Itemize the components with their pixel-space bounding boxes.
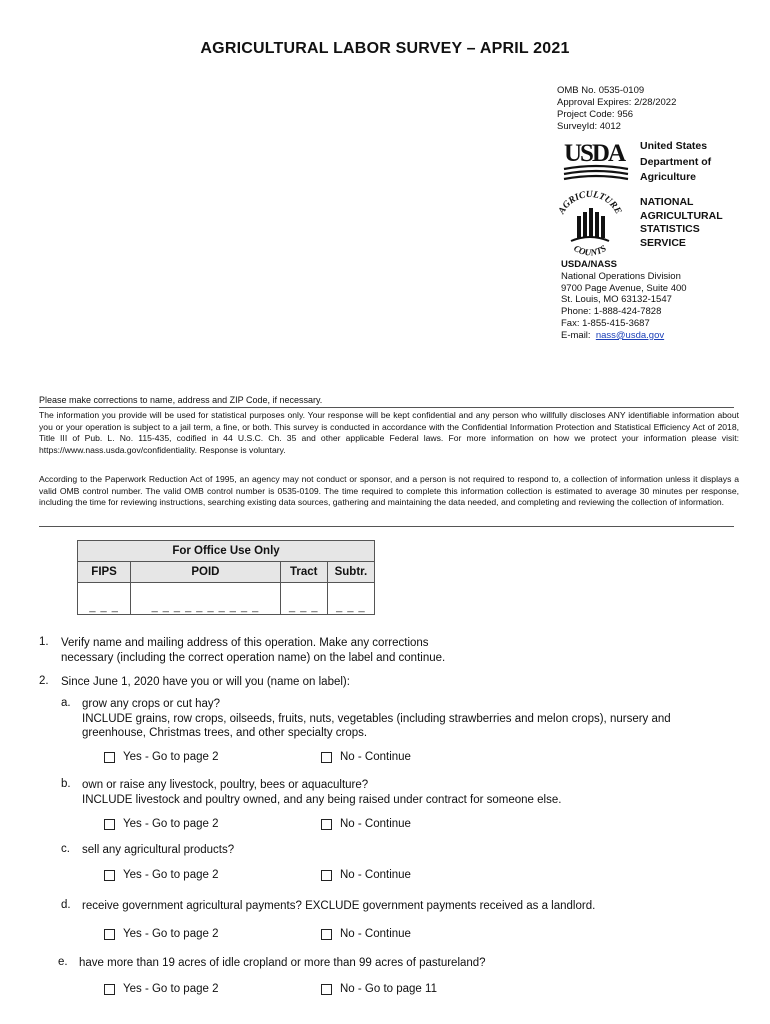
email-label: E-mail: — [561, 329, 596, 341]
q2a-yes-option[interactable] — [104, 751, 218, 763]
q2c-yes-label: Yes - Go to page 2 — [123, 869, 219, 881]
address-city: St. Louis, MO 63132-1547 — [561, 294, 672, 306]
q2e-line1: have more than 19 acres of idle cropland or more than 99 acres of pastureland? — [79, 957, 486, 969]
q2b-line2: INCLUDE livestock and poultry owned, and any being raised under contract for someone else. — [82, 793, 562, 806]
q2e-no-checkbox[interactable] — [321, 984, 332, 995]
usda-department-name — [640, 139, 711, 186]
q2e-yes-checkbox[interactable] — [104, 984, 115, 995]
email-link[interactable]: nass@usda.gov — [595, 329, 665, 341]
q2c-line1: sell any agricultural products? — [82, 844, 235, 856]
q2e-letter: e. — [58, 956, 68, 968]
address-phone: Phone: 1-888-424-7828 — [561, 306, 662, 318]
q1-number: 1. — [39, 636, 49, 648]
q2a-line1: grow any crops or cut hay? — [82, 698, 221, 710]
corrections-note: Please make corrections to name, address and ZIP Code, if necessary. — [39, 395, 323, 405]
q2a-yes-checkbox[interactable] — [104, 752, 115, 763]
col-poid: POID — [131, 562, 281, 583]
q2d-no-option[interactable] — [321, 928, 411, 940]
col-fips: FIPS — [78, 562, 131, 583]
q2d-yes-option[interactable] — [104, 928, 218, 940]
q2a-no-checkbox[interactable] — [321, 752, 332, 763]
divider-bottom — [39, 526, 734, 527]
q2e-yes-option[interactable] — [104, 983, 218, 995]
q2a-question — [82, 697, 722, 741]
address-street: 9700 Page Avenue, Suite 400 — [561, 282, 687, 294]
q2d-yes-label: Yes - Go to page 2 — [123, 928, 219, 940]
q2a-no-label: No - Continue — [340, 751, 411, 763]
q2c-no-label: No - Continue — [340, 869, 411, 881]
q2c-letter: c. — [61, 843, 70, 855]
address-email-row — [561, 330, 687, 342]
nass-line-2: AGRICULTURAL — [640, 209, 723, 222]
office-use-title: For Office Use Only — [78, 541, 375, 562]
q2d-no-checkbox[interactable] — [321, 929, 332, 940]
usda-line-1: United States — [640, 140, 708, 152]
usda-logo — [562, 139, 630, 185]
q2b-question — [82, 778, 722, 807]
seal-bottom-text: COUNTS — [572, 243, 608, 258]
q2d-line1: receive government agricultural payments? EXCLUDE government payments received as a landlord. — [82, 900, 596, 912]
q2a-letter: a. — [61, 697, 71, 709]
approval-expires: Approval Expires: 2/28/2022 — [557, 97, 677, 108]
usda-line-2: Department of — [640, 155, 712, 168]
usda-line-3: Agriculture — [640, 171, 697, 183]
address-fax: Fax: 1-855-415-3687 — [561, 317, 650, 329]
q2e-no-label: No - Go to page 11 — [340, 983, 437, 995]
q2a-no-option[interactable] — [321, 751, 411, 763]
q2a-line2: INCLUDE grains, row crops, oilseeds, fruits, nuts, vegetables (including strawberries and melon crops), nursery and greenhouse, Christmas trees, and other specialty crops. — [82, 712, 671, 739]
q2e-no-option[interactable] — [321, 983, 437, 995]
return-address — [561, 259, 687, 342]
address-division: National Operations Division — [561, 270, 681, 282]
q2c-yes-option[interactable] — [104, 869, 218, 881]
poid-field[interactable]: _ _ _ _ _ _ _ _ _ _ — [131, 583, 281, 615]
nass-line-3: STATISTICS — [640, 223, 700, 235]
svg-text:COUNTS — [572, 243, 608, 258]
q1-text: Verify name and mailing address of this operation. Make any corrections necessary (including the correct operation name) on the label and continue. — [61, 637, 446, 664]
col-tract: Tract — [280, 562, 327, 583]
nass-line-1: NATIONAL — [640, 196, 694, 208]
q2-number: 2. — [39, 675, 49, 687]
q2b-yes-checkbox[interactable] — [104, 819, 115, 830]
nass-line-4: SERVICE — [640, 236, 686, 249]
q2d-letter: d. — [61, 899, 71, 911]
q2c-yes-checkbox[interactable] — [104, 870, 115, 881]
q2d-no-label: No - Continue — [340, 928, 411, 940]
office-use-table — [77, 540, 375, 615]
col-subtract: Subtr. — [327, 562, 374, 583]
q2b-no-option[interactable] — [321, 818, 411, 830]
q2d-yes-checkbox[interactable] — [104, 929, 115, 940]
address-org: USDA/NASS — [561, 259, 617, 270]
q2a-yes-label: Yes - Go to page 2 — [123, 751, 219, 763]
nass-name — [640, 196, 723, 250]
omb-number: OMB No. 0535-0109 — [557, 85, 645, 96]
q2b-letter: b. — [61, 778, 71, 790]
q2b-no-checkbox[interactable] — [321, 819, 332, 830]
q2e-yes-label: Yes - Go to page 2 — [123, 983, 219, 995]
paperwork-statement: According to the Paperwork Reduction Act of 1995, an agency may not conduct or sponsor, and a person is not required to respond to, a collection of information unless it displays a valid OMB control number. The valid OMB control number is 0535-0109. The time required to complete this information collection is estimated to average 30 minutes per response, including the time for reviewing instructions, searching existing data sources, gathering and maintaining the data needed, and completing and reviewing the collection of information. — [39, 474, 739, 507]
tract-field[interactable]: _ _ _ — [280, 583, 327, 615]
q2-text: Since June 1, 2020 have you or will you (name on label): — [61, 676, 350, 688]
divider-top — [39, 407, 734, 408]
fips-field[interactable]: _ _ _ — [78, 583, 131, 615]
omb-info — [557, 85, 676, 133]
subtract-field[interactable]: _ _ _ — [327, 583, 374, 615]
q2b-no-label: No - Continue — [340, 818, 411, 830]
seal-top-text: AGRICULTURE — [557, 189, 623, 216]
q2b-yes-option[interactable] — [104, 818, 218, 830]
project-code: Project Code: 956 — [557, 109, 634, 120]
q2c-no-checkbox[interactable] — [321, 870, 332, 881]
confidentiality-statement: The information you provide will be used for statistical purposes only. Your response will be kept confidential and any person who willfully discloses ANY identifiable information about you or your operation is subject to a jail term, a fine, or both. This survey is conducted in accordance with the Confidential Information Protection and Statistical Efficiency Act of 2018, Title III of Pub. L. No. 115-435, codified in 44 U.S.C. Ch. 35 and other applicable Federal laws. For more information on how we protect your information please visit: https://www.nass.usda.gov/confidentiality. Response is voluntary. — [39, 410, 739, 455]
nass-seal — [549, 186, 631, 258]
usda-logo-text: USDA — [564, 140, 626, 167]
page-title: AGRICULTURAL LABOR SURVEY – APRIL 2021 — [200, 40, 570, 57]
q2c-no-option[interactable] — [321, 869, 411, 881]
q2b-line1: own or raise any livestock, poultry, bees or aquaculture? — [82, 779, 369, 791]
q2b-yes-label: Yes - Go to page 2 — [123, 818, 219, 830]
survey-id: SurveyId: 4012 — [557, 121, 621, 132]
